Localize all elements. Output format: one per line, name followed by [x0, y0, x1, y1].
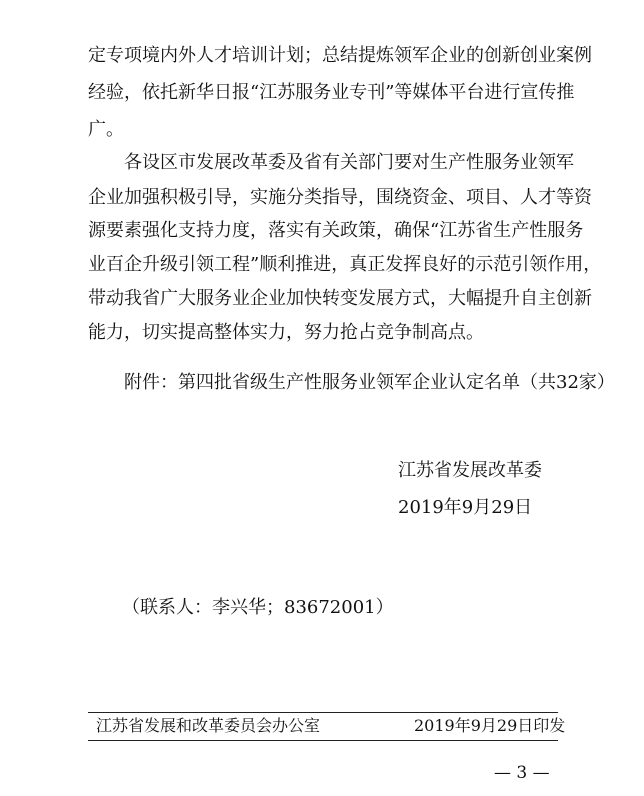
- page-number: — 3 —: [494, 763, 550, 783]
- signature-date: 2019年9月29日: [398, 497, 533, 518]
- paragraph-2-line-2: 企业加强积极引导，实施分类指导，围绕资金、项目、人才等资: [88, 187, 592, 208]
- paragraph-2-line-6: 能力，切实提高整体实力，努力抢占竞争制高点。: [88, 322, 484, 343]
- paragraph-2-line-4: 业百企升级引领工程”顺利推进，真正发挥良好的示范引领作用，: [88, 254, 602, 275]
- footer-rule-top: [88, 712, 558, 713]
- attachment-line: 附件：第四批省级生产性服务业领军企业认定名单（共32家）: [124, 372, 615, 393]
- paragraph-2-line-3: 源要素强化支持力度，落实有关政策，确保“江苏省生产性服务: [88, 220, 584, 241]
- contact-line: （联系人：李兴华；83672001）: [122, 597, 394, 618]
- paragraph-1-line-3: 广。: [88, 119, 124, 140]
- paragraph-2-line-1: 各设区市发展改革委及省有关部门要对生产性服务业领军: [124, 152, 574, 173]
- footer-rule-bottom: [88, 740, 558, 741]
- footer-issuer: 江苏省发展和改革委员会办公室: [96, 716, 321, 735]
- paragraph-1-line-2: 经验，依托新华日报“江苏服务业专刊”等媒体平台进行宣传推: [88, 82, 575, 103]
- signature-organization: 江苏省发展改革委: [398, 460, 542, 481]
- paragraph-1-line-1: 定专项境内外人才培训计划；总结提炼领军企业的创新创业案例: [88, 45, 592, 66]
- paragraph-2-line-5: 带动我省广大服务业企业加快转变发展方式，大幅提升自主创新: [88, 288, 592, 309]
- footer-issue-date: 2019年9月29日印发: [414, 716, 566, 735]
